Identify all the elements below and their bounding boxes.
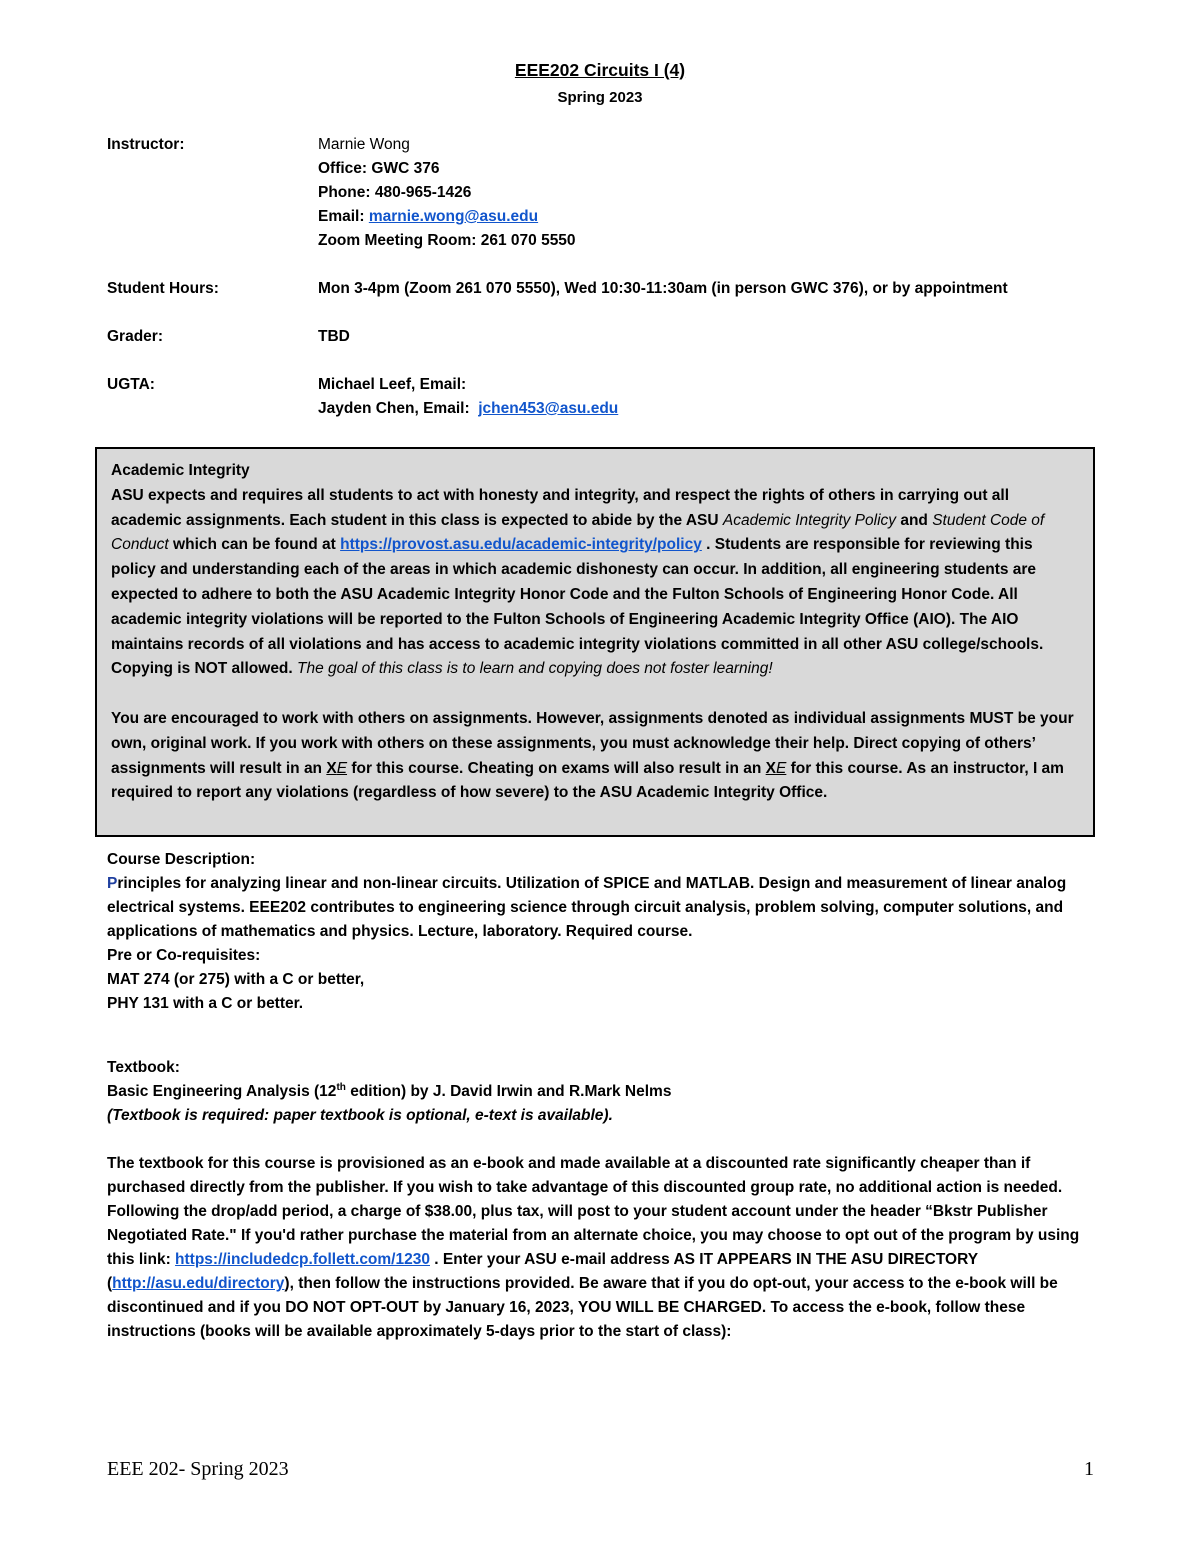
grader-value: TBD: [318, 328, 350, 345]
instructor-email-label: Email:: [318, 208, 365, 225]
textbook-title-a: Basic Engineering Analysis (12: [107, 1083, 337, 1100]
ai-xe-grade-e: E: [336, 759, 348, 777]
ai-policy-link[interactable]: https://provost.asu.edu/academic-integrity/policy: [340, 536, 702, 554]
follett-optout-link[interactable]: https://includedcp.follett.com/1230: [175, 1251, 430, 1268]
textbook-paragraph: [107, 1152, 1097, 1344]
spacer: [107, 1016, 1097, 1056]
spacer: [107, 1128, 1097, 1152]
ai-xe-grade-x: X: [326, 759, 337, 777]
textbook-para-c: ), then follow the instructions provided. Be aware that if you do opt-out, your access to the e-book will be discontinued and if you DO NOT OPT-OUT by January 16, 2023, YOU WILL BE CHARGED. To access the e-book, follow these instructions (books will be available approximately 5-days prior to the start of class):: [107, 1275, 1058, 1340]
ai-goal-statement: The goal of this class is to learn and copying does not foster learning!: [297, 660, 773, 678]
student-hours-label: Student Hours:: [107, 280, 219, 297]
course-description-heading: Course Description:: [107, 851, 256, 868]
ugta-line-2: [318, 397, 618, 421]
ai-code-name: Student Code of Conduct: [111, 511, 1045, 554]
student-hours-value: Mon 3-4pm (Zoom 261 070 5550), Wed 10:30-11:30am (in person GWC 376), or by appointment: [318, 280, 1008, 297]
course-content: [107, 848, 1097, 1344]
course-title: EEE202 Circuits I (4): [514, 60, 686, 80]
textbook-note: (Textbook is required: paper textbook is optional, e-text is available).: [107, 1107, 613, 1124]
academic-integrity-paragraph-1: [111, 484, 1081, 682]
footer-course-term: EEE 202- Spring 2023: [107, 1458, 289, 1480]
instructor-phone: Phone: 480-965-1426: [318, 184, 472, 201]
ai-p1-text-c: . Students are responsible for reviewing this policy and understanding each of the areas in which academic dishonesty can occur. In addition, all engineering students are expected to adhere to both the ASU Academic Integrity Honor Code and the Fulton Schools of Engineering Honor Code. All academic integrity violations will be reported to the Fulton Schools of Engineering Academic Integrity Office (AIO). The AIO maintains records of all violations and has access to academic integrity violations committed in all other ASU college/schools. Copying is NOT allowed.: [111, 536, 1044, 678]
textbook-heading: Textbook:: [107, 1059, 180, 1076]
instructor-office: Office: GWC 376: [318, 160, 440, 177]
footer-page-number: 1: [1084, 1458, 1094, 1480]
ai-policy-name: Academic Integrity Policy: [722, 511, 897, 529]
prereq-heading: Pre or Co-requisites:: [107, 947, 261, 964]
course-description-text: [107, 872, 1097, 944]
course-description-body: rinciples for analyzing linear and non-linear circuits. Utilization of SPICE and MATLAB. Design and measurement of linear analog electrical systems. EEE202 contributes to engineering science through circuit analysis, problem solving, computer solutions, and applications of mathematics and physics. Lecture, laboratory. Required course.: [107, 875, 1067, 940]
textbook-title: [107, 1080, 1097, 1104]
ugta-label: UGTA:: [107, 376, 155, 393]
instructor-email-link[interactable]: marnie.wong@asu.edu: [368, 208, 539, 225]
ai-p1-text-a: ASU expects and requires all students to act with honesty and integrity, and respect the rights of others in carrying out all academic assignments. Each student in this class is expected to abide by the ASU: [111, 486, 1010, 529]
instructor-label: Instructor:: [107, 136, 185, 153]
prereq-item-2: PHY 131 with a C or better.: [107, 995, 304, 1012]
instructor-name: Marnie Wong: [318, 136, 410, 153]
ai-p2-text-a: You are encouraged to work with others on assignments. However, assignments denoted as individual assignments MUST be your own, original work. If you work with others on these assignments, you must acknowledge their help. Direct copying of others’ assignments will result in an: [111, 709, 1074, 777]
instructor-email-line: [318, 205, 538, 229]
textbook-para-b: . Enter your ASU e-mail address AS IT APPEARS IN THE ASU DIRECTORY (: [107, 1251, 978, 1292]
spacer: [111, 682, 1081, 707]
ai-xe-grade-e-2: E: [775, 759, 787, 777]
textbook-edition-sup: th: [336, 1081, 346, 1093]
ai-xe-grade-x-2: X: [765, 759, 776, 777]
prereq-item-1: MAT 274 (or 275) with a C or better,: [107, 971, 365, 988]
grader-label: Grader:: [107, 328, 163, 345]
academic-integrity-box: [95, 447, 1095, 837]
ai-p1-and: and: [896, 511, 933, 529]
course-term: Spring 2023: [557, 89, 643, 106]
academic-integrity-heading: Academic Integrity: [111, 462, 250, 479]
academic-integrity-paragraph-2: [111, 707, 1081, 806]
instructor-zoom: Zoom Meeting Room: 261 070 5550: [318, 232, 576, 249]
ai-p2-text-c: for this course. As an instructor, I am required to report any violations (regardless of how severe) to the ASU Academic Integrity Office.: [111, 759, 1064, 802]
ugta-line-1: Michael Leef, Email:: [318, 376, 467, 393]
ai-p1-text-b: which can be found at: [168, 536, 341, 554]
ugta-email-link[interactable]: jchen453@asu.edu: [478, 400, 619, 417]
textbook-title-b: edition) by J. David Irwin and R.Mark Nelms: [345, 1083, 672, 1100]
ugta-line-2-label: Jayden Chen, Email:: [318, 400, 470, 417]
asu-directory-link[interactable]: http://asu.edu/directory: [112, 1275, 285, 1292]
ai-p2-text-b: for this course. Cheating on exams will also result in an: [347, 759, 766, 777]
course-description-initial: P: [107, 875, 118, 892]
textbook-para-a: The textbook for this course is provisioned as an e-book and made available at a discounted rate significantly cheaper than if purchased directly from the publisher. If you wish to take advantage of this discounted group rate, no additional action is needed. Following the drop/add period, a charge of $38.00, plus tax, will post to your student account under the header “Bkstr Publisher Negotiated Rate." If you'd rather purchase the material from an alternate choice, you may choose to opt out of the program by using this link:: [107, 1155, 1080, 1268]
